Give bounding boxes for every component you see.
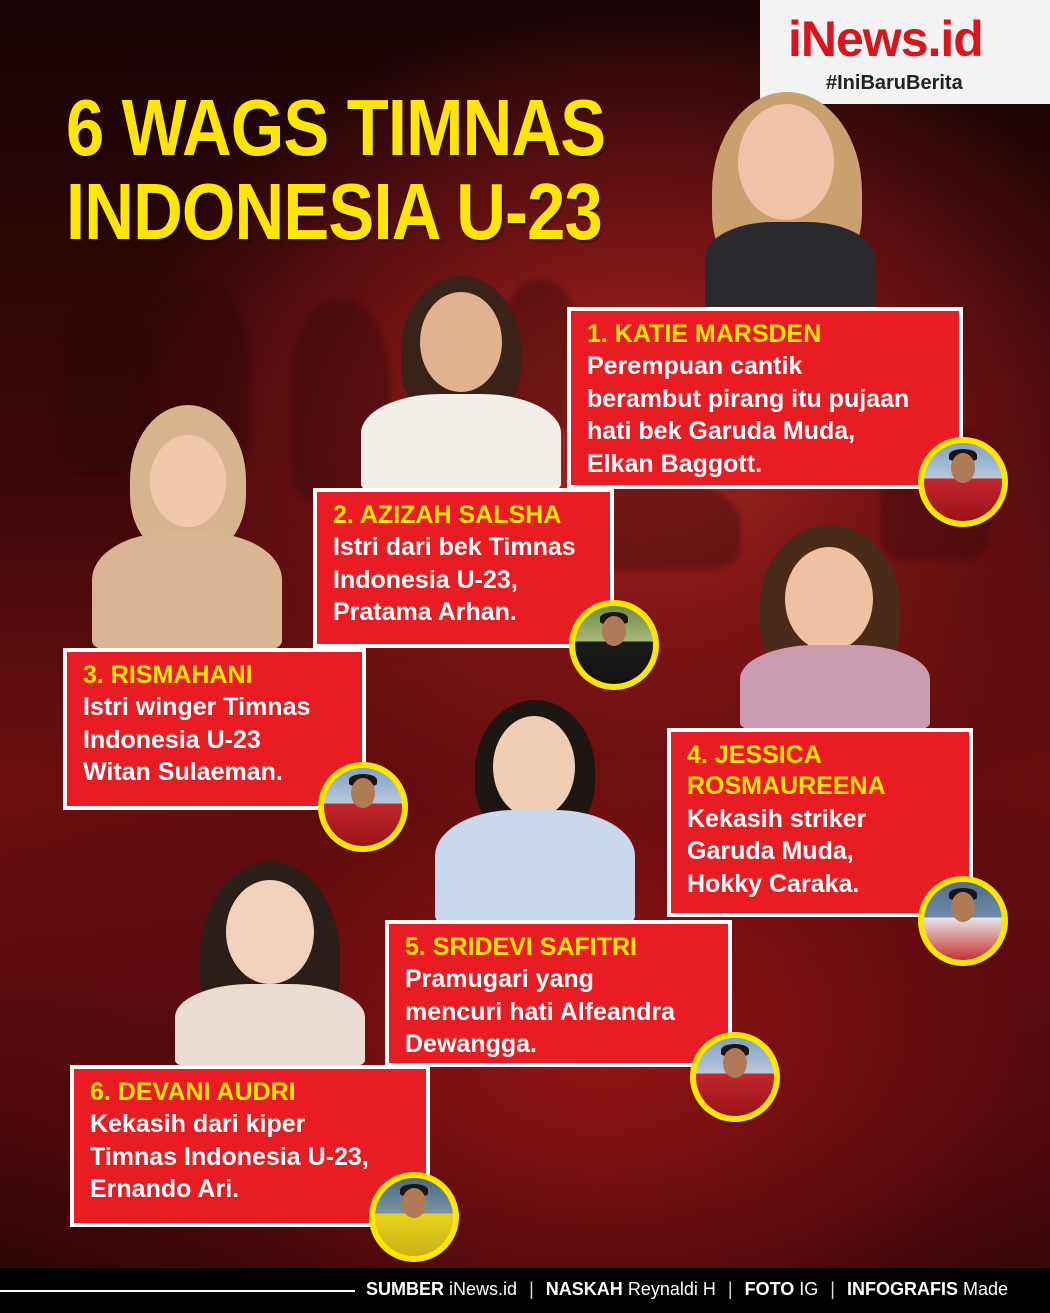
wag-desc-3-line-3: Witan Sulaeman. [83, 758, 283, 787]
player-avatar-2 [569, 600, 659, 690]
writer-label: NASKAH [545, 1279, 623, 1299]
wag-desc-4-line-3: Hokky Caraka. [687, 869, 860, 898]
wag-name-4-line-2: ROSMAUREENA [687, 772, 886, 801]
footer-credits-bar [0, 1268, 1050, 1313]
footer-separator: | [727, 1279, 733, 1299]
wag-photo-1 [690, 90, 890, 310]
wag-desc-2-line-1: Istri dari bek Timnas [333, 533, 576, 562]
wag-photo-6 [150, 862, 390, 1067]
wag-desc-3-line-1: Istri winger Timnas [83, 693, 311, 722]
wag-desc-1-line-1: Perempuan cantik [587, 352, 803, 381]
wag-name-3: 3. RISMAHANI [83, 661, 253, 689]
brand-tagline: #IniBaruBerita [826, 72, 963, 94]
footer-separator: | [529, 1279, 534, 1299]
wag-desc-3-line-2: Indonesia U-23 [83, 725, 261, 754]
wag-card-3 [63, 648, 366, 810]
wag-name-6: 6. DEVANI AUDRI [90, 1078, 296, 1106]
player-avatar-4 [918, 876, 1008, 966]
wag-name-2: 2. AZIZAH SALSHA [333, 501, 562, 529]
wag-name-5: 5. SRIDEVI SAFITRI [405, 933, 637, 961]
wag-name-1: 1. KATIE MARSDEN [587, 320, 822, 348]
source-label: SUMBER [366, 1279, 445, 1299]
photo-value: IG [799, 1279, 819, 1299]
photo-label: FOTO [744, 1279, 795, 1299]
player-avatar-3 [318, 762, 408, 852]
wag-card-5 [385, 920, 732, 1067]
page-title-line-2: INDONESIA U-23 [66, 167, 602, 256]
footer-credits [366, 1279, 1008, 1300]
wag-desc-4-line-1: Kekasih striker [687, 804, 867, 833]
writer-value: Reynaldi H [627, 1279, 716, 1299]
wag-photo-2 [356, 270, 566, 492]
page-title-line-1: 6 WAGS TIMNAS [66, 83, 606, 172]
wag-card-4 [667, 728, 973, 917]
wag-desc-5-line-1: Pramugari yang [405, 965, 594, 994]
footer-separator: | [830, 1279, 835, 1299]
wag-desc-6-line-1: Kekasih dari kiper [90, 1110, 306, 1139]
player-photo-icon [575, 606, 653, 684]
player-photo-icon [375, 1178, 453, 1256]
wag-name-4-line-1: 4. JESSICA [687, 741, 822, 769]
brand-logo: iNews.id [788, 11, 983, 67]
player-photo-icon [924, 882, 1002, 960]
wag-desc-2-line-3: Pratama Arhan. [333, 598, 517, 627]
player-photo-icon [924, 443, 1002, 521]
wag-desc-5-line-2: mencuri hati Alfeandra [405, 997, 675, 1026]
wag-photo-4 [730, 525, 940, 730]
infographic-value: Made [963, 1279, 1009, 1299]
wag-photo-3 [92, 405, 282, 650]
wag-desc-6-line-3: Ernando Ari. [90, 1175, 240, 1204]
wag-desc-1-line-4: Elkan Baggott. [587, 449, 763, 478]
footer-divider-line [0, 1290, 355, 1292]
wag-photo-5 [430, 700, 640, 925]
brand-logo-box [760, 0, 1050, 104]
player-photo-icon [324, 768, 402, 846]
wag-desc-1-line-2: berambut pirang itu pujaan [587, 384, 910, 413]
player-avatar-1 [918, 437, 1008, 527]
player-avatar-5 [690, 1032, 780, 1122]
wag-card-1 [567, 307, 963, 489]
wag-desc-4-line-2: Garuda Muda, [687, 837, 854, 865]
infographic-label: INFOGRAFIS [847, 1279, 958, 1299]
wag-desc-5-line-3: Dewangga. [405, 1030, 537, 1059]
wag-desc-2-line-2: Indonesia U-23, [333, 565, 518, 594]
wag-desc-6-line-2: Timnas Indonesia U-23, [90, 1142, 369, 1171]
wag-card-2 [313, 488, 614, 648]
player-avatar-6 [369, 1172, 459, 1262]
wag-desc-1-line-3: hati bek Garuda Muda, [587, 417, 856, 446]
source-value: iNews.id [449, 1279, 518, 1299]
player-photo-icon [696, 1038, 774, 1116]
